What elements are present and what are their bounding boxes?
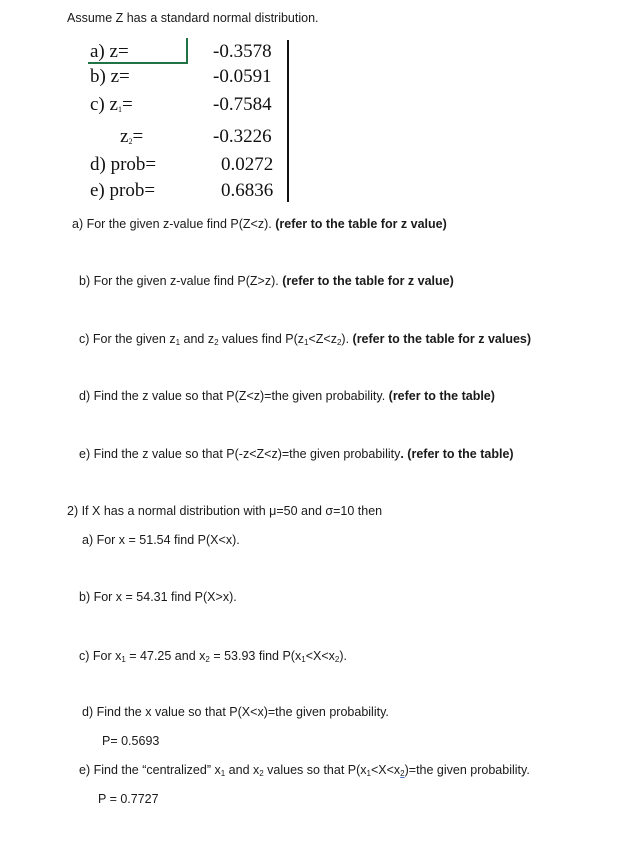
table-value-a: -0.3578 <box>213 41 272 62</box>
q1-part-d: d) Find the z value so that P(Z<z)=the given probability. (refer to the table) <box>79 389 495 403</box>
q1-part-b: b) For the given z-value find P(Z>z). (refer to the table for z value) <box>79 274 454 288</box>
table-label-a: a) z= <box>90 41 129 62</box>
table-value-z2: -0.3226 <box>213 126 272 147</box>
table-value-d: 0.0272 <box>221 154 274 175</box>
q2-part-e-probability: P = 0.7727 <box>98 792 159 806</box>
table-value-c: -0.7584 <box>213 94 272 115</box>
q2-part-b: b) For x = 54.31 find P(X>x). <box>79 590 237 604</box>
q1-part-a: a) For the given z-value find P(Z<z). (refer to the table for z value) <box>72 217 447 231</box>
q1-part-c: c) For the given $z_1$ and $z_2$ values find $P(z_1<Z<z_2)$. (refer to the table for z values) <box>79 332 532 347</box>
table-label-b: b) z= <box>90 66 130 87</box>
q2-part-c: c) For $x_1 = 47.25$ and $x_2 = 53.93$ find $P(x_1<X<x_2)$. <box>79 649 347 664</box>
q1-part-e: e) Find the z value so that P(-z<Z<z)=the given probability. (refer to the table) <box>79 447 514 461</box>
table-label-z2: $z_2=$ <box>120 126 144 147</box>
q2-part-a: a) For x = 51.54 find P(X<x). <box>82 533 240 547</box>
table-value-b: -0.0591 <box>213 66 272 87</box>
table-value-e: 0.6836 <box>221 180 274 201</box>
table-label-c: c) $z_1=$ <box>90 94 133 115</box>
intro-text: Assume Z has a standard normal distribution. <box>67 11 319 25</box>
table-label-d: d) prob= <box>90 154 157 175</box>
q2-header: 2) If X has a normal distribution with μ=50 and σ=10 then <box>67 504 383 518</box>
table-border <box>287 40 289 202</box>
cell-selection-handle <box>186 38 188 62</box>
table-label-e: e) prob= <box>90 180 156 201</box>
q2-part-d-probability: P= 0.5693 <box>102 734 160 748</box>
q2-part-d: d) Find the x value so that P(X<x)=the given probability. <box>82 705 389 719</box>
q2-part-e: e) Find the “centralized” $x_1$ and $x_2$ values so that $P(x_1<X<x_2)=the$ given probability. <box>79 763 530 778</box>
